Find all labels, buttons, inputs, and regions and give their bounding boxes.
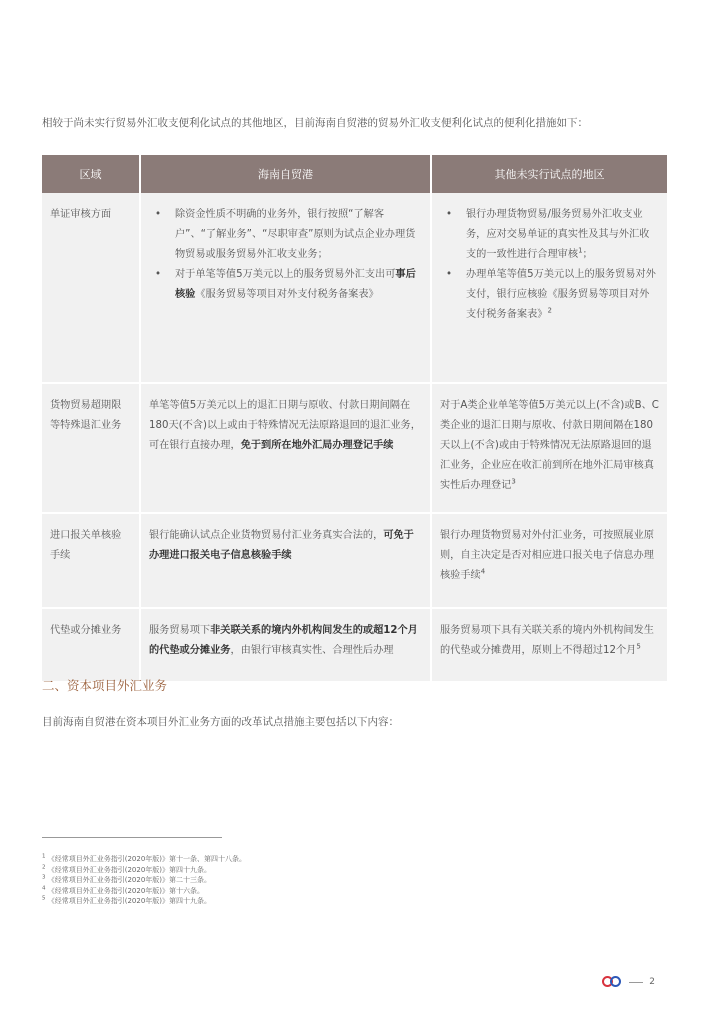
rings-logo-icon (601, 976, 623, 988)
hainan-bullet-list (149, 205, 422, 305)
other-cell (431, 193, 667, 383)
other-cell: 银行办理货物贸易对外付汇业务，可按照展业原则，自主决定是否对相应进口报关电子信息办理核验手续$^4$ (431, 513, 667, 608)
region-cell: 货物贸易超期限等特殊退汇业务 (42, 383, 140, 513)
other-bullet-list (440, 205, 659, 325)
header-other: 其他未实行试点的地区 (431, 155, 667, 193)
footnote: $^2$ 《经常项目外汇业务指引(2020年版)》第四十九条。 (42, 864, 212, 874)
table-row (42, 513, 667, 608)
list-item: • 办理单笔等值5万美元以上的服务贸易对外支付，银行应核验《服务贸易等项目对外支付税务备案表》$^2$ (440, 265, 659, 325)
region-cell: 单证审核方面 (42, 193, 140, 383)
footnote: $^4$ 《经常项目外汇业务指引(2020年版)》第十六条。 (42, 885, 205, 895)
footnote: $^3$ 《经常项目外汇业务指引(2020年版)》第二十三条。 (42, 874, 212, 884)
footnotes (42, 854, 246, 907)
section-heading: 二、资本项目外汇业务 (42, 678, 168, 693)
footnote-ref: 3 (511, 477, 516, 486)
bold-phrase: 非关联关系的境内外机构间发生的或超12个月的代垫或分摊业务 (149, 625, 418, 656)
page-number: 2 (649, 977, 655, 987)
footnote: $^1$ 《经常项目外汇业务指引(2020年版)》第十一条、第四十八条。 (42, 853, 247, 863)
comparison-table (42, 155, 667, 683)
other-cell: 服务贸易项下具有关联关系的境内外机构间发生的代垫或分摊费用，原则上不得超过12个月$^5$ (431, 608, 667, 682)
list-item: • 对于单笔等值5万美元以上的服务贸易外汇支出可事后核验《服务贸易等项目对外支付税务备案表》 (149, 265, 422, 305)
section-paragraph: 目前海南自贸港在资本项目外汇业务方面的改革试点措施主要包括以下内容： (42, 716, 399, 728)
table-row (42, 193, 667, 383)
table-row (42, 608, 667, 682)
other-cell: 对于A类企业单笔等值5万美元以上(不含)或B、C类企业的退汇日期与原收、付款日期间隔在180天以上(不含)或由于特殊情况无法原路退回的退汇业务，企业应在收汇前到所在地外汇局审核真实性后办理登记$^3$ (431, 383, 667, 513)
list-item: • 除资金性质不明确的业务外，银行按照“了解客户”、“了解业务”、“尽职审查”原则为试点企业办理货物贸易或服务贸易外汇收支业务； (149, 205, 422, 265)
footnote-ref: 5 (636, 642, 641, 651)
hainan-cell: 单笔等值5万美元以上的退汇日期与原收、付款日期间隔在180天(不含)以上或由于特殊情况无法原路退回的退汇业务，可在银行直接办理，免于到所在地外汇局办理登记手续 (140, 383, 431, 513)
footnote-ref: 2 (547, 306, 552, 315)
hainan-cell (140, 193, 431, 383)
bold-phrase: 事后核验 (175, 269, 416, 300)
footnote: $^5$ 《经常项目外汇业务指引(2020年版)》第四十九条。 (42, 895, 212, 905)
table-header-row (42, 155, 667, 193)
bold-phrase: 可免于办理进口报关电子信息核验手续 (149, 530, 414, 561)
footnote-ref: 1 (578, 246, 583, 255)
footnote-divider (42, 837, 222, 838)
table-row (42, 383, 667, 513)
footer-dash (629, 982, 643, 983)
page-footer (601, 976, 655, 988)
hainan-cell: 银行能确认试点企业货物贸易付汇业务真实合法的，可免于办理进口报关电子信息核验手续 (140, 513, 431, 608)
hainan-cell: 服务贸易项下非关联关系的境内外机构间发生的或超12个月的代垫或分摊业务，由银行审核真实性、合理性后办理 (140, 608, 431, 682)
header-region: 区域 (42, 155, 140, 193)
footnote-ref: 4 (480, 567, 486, 576)
region-cell: 进口报关单核验手续 (42, 513, 140, 608)
bold-phrase: 免于到所在地外汇局办理登记手续 (240, 440, 394, 451)
region-cell: 代垫或分摊业务 (42, 608, 140, 682)
header-hainan: 海南自贸港 (140, 155, 431, 193)
list-item: • 银行办理货物贸易/服务贸易外汇收支业务，应对交易单证的真实性及其与外汇收支的一致性进行合理审核$^1$； (440, 205, 659, 265)
intro-paragraph: 相较于尚未实行贸易外汇收支便利化试点的其他地区，目前海南自贸港的贸易外汇收支便利化试点的便利化措施如下： (42, 116, 588, 129)
